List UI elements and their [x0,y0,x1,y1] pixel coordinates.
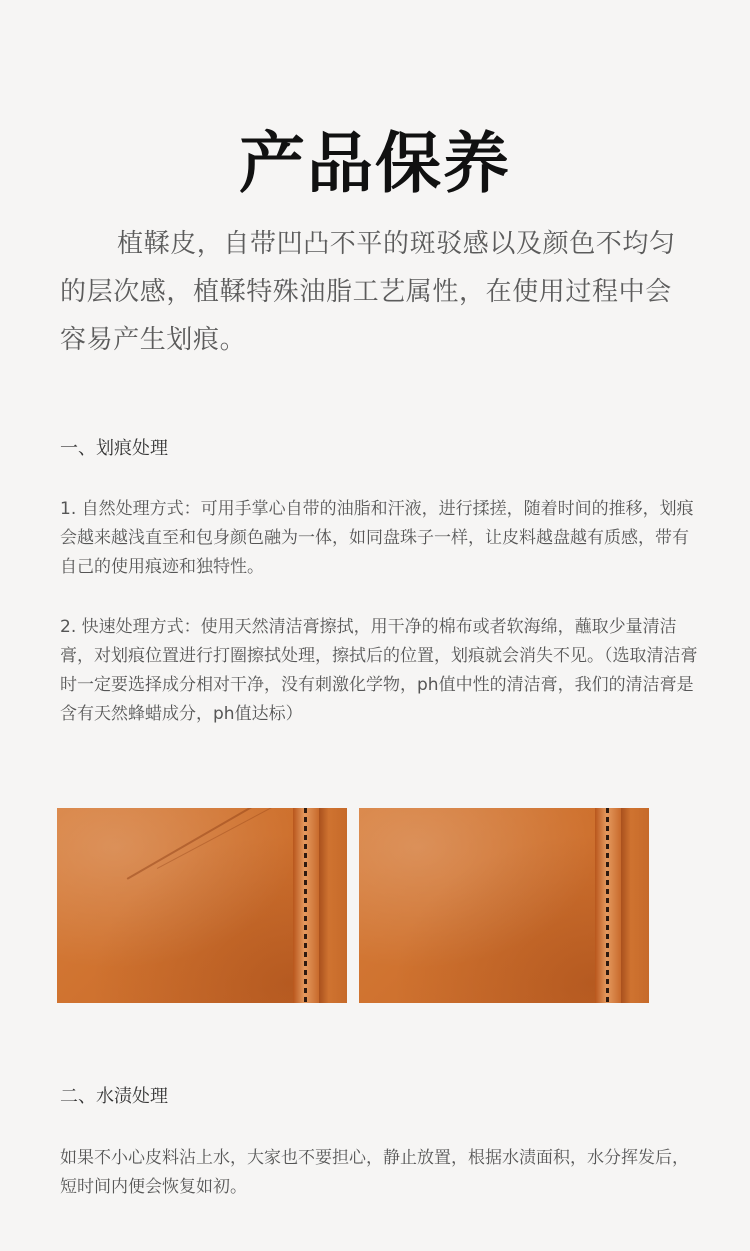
scratch-natural-method: 1. 自然处理方式：可用手掌心自带的油脂和汗液，进行揉搓，随着时间的推移，划痕会越来越浅直至和包身颜色融为一体，如同盘珠子一样，让皮料越盘越有质感，带有自己的使用痕迹和独特性。 [60,499,694,577]
page-title: 产品保养 [239,125,511,203]
leather-stitching [606,808,609,1003]
intro-paragraph: 植鞣皮，自带凹凸不平的斑驳感以及颜色不均匀的层次感，植鞣特殊油脂工艺属性，在使用过程中会容易产生划痕。 [60,229,676,355]
scratch-mark [157,808,281,869]
section-heading-scratch: 一、划痕处理 [60,438,168,459]
water-stain-paragraph: 如果不小心皮料沾上水，大家也不要担心，静止放置，根据水渍面积，水分挥发后，短时间内便会恢复如初。 [60,1148,689,1197]
scratch-mark [127,808,293,880]
leather-edge [621,808,649,1003]
leather-stitching [304,808,307,1003]
leather-edge [319,808,347,1003]
scratch-quick-method: 2. 快速处理方式：使用天然清洁膏擦拭，用干净的棉布或者软海绵，蘸取少量清洁膏，对划痕位置进行打圈擦拭处理，擦拭后的位置，划痕就会消失不见。（选取清洁膏时一定要选择成分相对干净，没有刺激化学物，ph值中性的清洁膏，我们的清洁膏是含有天然蜂蜡成分，ph值达标） [60,617,698,724]
leather-before-image [57,808,347,1003]
section-heading-water-stain: 二、水渍处理 [60,1086,168,1107]
leather-after-image [359,808,649,1003]
